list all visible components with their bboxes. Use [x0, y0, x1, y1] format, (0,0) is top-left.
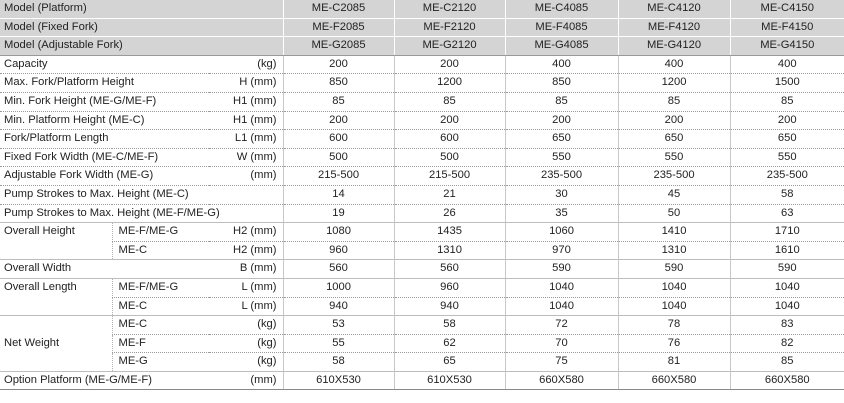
- value-cell: 590: [618, 260, 730, 279]
- unit-label: H1 (mm): [209, 92, 283, 111]
- model-cell: ME-F2120: [394, 18, 505, 37]
- value-cell: 660X580: [505, 371, 618, 390]
- value-cell: 85: [283, 92, 394, 111]
- value-cell: 81: [618, 353, 730, 372]
- value-cell: 940: [283, 297, 394, 316]
- sub-label: ME-F/ME-G: [112, 223, 209, 242]
- value-cell: 1435: [394, 223, 505, 242]
- model-cell: ME-F4085: [505, 18, 618, 37]
- value-cell: 26: [394, 204, 505, 223]
- unit-label: (kg): [209, 334, 283, 353]
- value-cell: 58: [394, 316, 505, 335]
- value-cell: 30: [505, 185, 618, 204]
- unit-label: L (mm): [209, 278, 283, 297]
- unit-label: H2 (mm): [209, 223, 283, 242]
- spec-row-overall-height-fg: [0, 223, 844, 242]
- sub-label: ME-F/ME-G: [112, 278, 209, 297]
- model-cell: ME-C2085: [283, 0, 394, 18]
- spec-row-max-height: [0, 74, 844, 93]
- spec-row-capacity: [0, 55, 844, 74]
- model-cell: ME-C4120: [618, 0, 730, 18]
- row-label: Capacity: [0, 55, 209, 74]
- group-label: Overall Length: [0, 278, 112, 315]
- spec-row-length: [0, 130, 844, 149]
- value-cell: 660X580: [730, 371, 844, 390]
- value-cell: 1710: [730, 223, 844, 242]
- value-cell: 35: [505, 204, 618, 223]
- value-cell: 1040: [505, 278, 618, 297]
- value-cell: 215-500: [394, 167, 505, 186]
- value-cell: 235-500: [618, 167, 730, 186]
- unit-label: (kg): [209, 55, 283, 74]
- row-label: Pump Strokes to Max. Height (ME-C): [0, 185, 283, 204]
- value-cell: 200: [505, 111, 618, 130]
- unit-label: (kg): [209, 353, 283, 372]
- value-cell: 1000: [283, 278, 394, 297]
- value-cell: 960: [283, 241, 394, 260]
- spec-row-overall-width: [0, 260, 844, 279]
- value-cell: 83: [730, 316, 844, 335]
- value-cell: 72: [505, 316, 618, 335]
- model-cell: ME-G4085: [505, 37, 618, 56]
- spec-row-overall-length-c: [0, 297, 844, 316]
- unit-label: W (mm): [209, 148, 283, 167]
- value-cell: 1500: [730, 74, 844, 93]
- value-cell: 85: [730, 92, 844, 111]
- value-cell: 45: [618, 185, 730, 204]
- value-cell: 1040: [618, 278, 730, 297]
- unit-label: (mm): [209, 371, 283, 390]
- model-cell: ME-C4085: [505, 0, 618, 18]
- value-cell: 400: [730, 55, 844, 74]
- row-label: Model (Fixed Fork): [0, 18, 283, 37]
- row-label: Fixed Fork Width (ME-C/ME-F): [0, 148, 209, 167]
- model-cell: ME-C4150: [730, 0, 844, 18]
- value-cell: 19: [283, 204, 394, 223]
- sub-label: ME-C: [112, 316, 209, 335]
- header-row-fixed-fork: [0, 18, 844, 37]
- value-cell: 85: [730, 353, 844, 372]
- model-cell: ME-G2085: [283, 37, 394, 56]
- sub-label: ME-F: [112, 334, 209, 353]
- value-cell: 200: [618, 111, 730, 130]
- row-label: Overall Width: [0, 260, 209, 279]
- row-label: Min. Fork Height (ME-G/ME-F): [0, 92, 209, 111]
- value-cell: 50: [618, 204, 730, 223]
- row-label: Pump Strokes to Max. Height (ME-F/ME-G): [0, 204, 283, 223]
- value-cell: 63: [730, 204, 844, 223]
- value-cell: 53: [283, 316, 394, 335]
- spec-row-pump-c: [0, 185, 844, 204]
- unit-label: H (mm): [209, 74, 283, 93]
- spec-row-option-platform: [0, 371, 844, 390]
- model-cell: ME-C2120: [394, 0, 505, 18]
- unit-label: H2 (mm): [209, 241, 283, 260]
- value-cell: 76: [618, 334, 730, 353]
- value-cell: 65: [394, 353, 505, 372]
- value-cell: 58: [730, 185, 844, 204]
- value-cell: 960: [394, 278, 505, 297]
- sub-label: ME-C: [112, 297, 209, 316]
- value-cell: 62: [394, 334, 505, 353]
- value-cell: 400: [505, 55, 618, 74]
- value-cell: 200: [394, 111, 505, 130]
- unit-label: B (mm): [209, 260, 283, 279]
- value-cell: 58: [283, 353, 394, 372]
- row-label: Model (Platform): [0, 0, 283, 18]
- value-cell: 1410: [618, 223, 730, 242]
- value-cell: 590: [730, 260, 844, 279]
- value-cell: 1610: [730, 241, 844, 260]
- row-label: Fork/Platform Length: [0, 130, 209, 149]
- value-cell: 400: [618, 55, 730, 74]
- value-cell: 610X530: [394, 371, 505, 390]
- value-cell: 85: [505, 92, 618, 111]
- value-cell: 14: [283, 185, 394, 204]
- value-cell: 850: [505, 74, 618, 93]
- value-cell: 940: [394, 297, 505, 316]
- row-label: Adjustable Fork Width (ME-G): [0, 167, 209, 186]
- value-cell: 1040: [730, 278, 844, 297]
- spec-row-adjustable-width: [0, 167, 844, 186]
- model-cell: ME-G4120: [618, 37, 730, 56]
- value-cell: 550: [505, 148, 618, 167]
- value-cell: 660X580: [618, 371, 730, 390]
- value-cell: 590: [505, 260, 618, 279]
- value-cell: 1200: [394, 74, 505, 93]
- value-cell: 82: [730, 334, 844, 353]
- spec-row-min-platform-height: [0, 111, 844, 130]
- value-cell: 55: [283, 334, 394, 353]
- value-cell: 200: [283, 111, 394, 130]
- value-cell: 650: [618, 130, 730, 149]
- unit-label: L1 (mm): [209, 130, 283, 149]
- value-cell: 70: [505, 334, 618, 353]
- value-cell: 78: [618, 316, 730, 335]
- spec-row-net-weight-g: [0, 353, 844, 372]
- group-label: Net Weight: [0, 316, 112, 372]
- row-label: Model (Adjustable Fork): [0, 37, 283, 56]
- spec-row-overall-length-fg: [0, 278, 844, 297]
- value-cell: 215-500: [283, 167, 394, 186]
- value-cell: 650: [505, 130, 618, 149]
- spec-row-net-weight-f: [0, 334, 844, 353]
- model-cell: ME-F4150: [730, 18, 844, 37]
- value-cell: 1200: [618, 74, 730, 93]
- value-cell: 600: [394, 130, 505, 149]
- value-cell: 200: [394, 55, 505, 74]
- value-cell: 75: [505, 353, 618, 372]
- value-cell: 970: [505, 241, 618, 260]
- unit-label: (mm): [209, 167, 283, 186]
- value-cell: 1310: [394, 241, 505, 260]
- model-cell: ME-G2120: [394, 37, 505, 56]
- row-label: Option Platform (ME-G/ME-F): [0, 371, 209, 390]
- value-cell: 1040: [505, 297, 618, 316]
- value-cell: 21: [394, 185, 505, 204]
- value-cell: 85: [618, 92, 730, 111]
- value-cell: 1060: [505, 223, 618, 242]
- value-cell: 1310: [618, 241, 730, 260]
- value-cell: 200: [730, 111, 844, 130]
- value-cell: 550: [618, 148, 730, 167]
- header-row-platform: [0, 0, 844, 18]
- sub-label: ME-G: [112, 353, 209, 372]
- spec-row-fixed-width: [0, 148, 844, 167]
- value-cell: 1040: [730, 297, 844, 316]
- sub-label: ME-C: [112, 241, 209, 260]
- value-cell: 650: [730, 130, 844, 149]
- value-cell: 1080: [283, 223, 394, 242]
- spec-row-min-fork-height: [0, 92, 844, 111]
- unit-label: (kg): [209, 316, 283, 335]
- model-cell: ME-F4120: [618, 18, 730, 37]
- model-cell: ME-F2085: [283, 18, 394, 37]
- spec-row-overall-height-c: [0, 241, 844, 260]
- header-row-adjustable-fork: [0, 37, 844, 56]
- row-label: Max. Fork/Platform Height: [0, 74, 209, 93]
- value-cell: 500: [283, 148, 394, 167]
- value-cell: 550: [730, 148, 844, 167]
- model-cell: ME-G4150: [730, 37, 844, 56]
- value-cell: 610X530: [283, 371, 394, 390]
- value-cell: 200: [283, 55, 394, 74]
- value-cell: 560: [394, 260, 505, 279]
- unit-label: L (mm): [209, 297, 283, 316]
- value-cell: 500: [394, 148, 505, 167]
- value-cell: 600: [283, 130, 394, 149]
- value-cell: 850: [283, 74, 394, 93]
- unit-label: H1 (mm): [209, 111, 283, 130]
- group-label: Overall Height: [0, 223, 112, 260]
- value-cell: 560: [283, 260, 394, 279]
- row-label: Min. Platform Height (ME-C): [0, 111, 209, 130]
- spec-row-net-weight-c: [0, 316, 844, 335]
- value-cell: 235-500: [730, 167, 844, 186]
- value-cell: 235-500: [505, 167, 618, 186]
- value-cell: 85: [394, 92, 505, 111]
- value-cell: 1040: [618, 297, 730, 316]
- spec-row-pump-fg: [0, 204, 844, 223]
